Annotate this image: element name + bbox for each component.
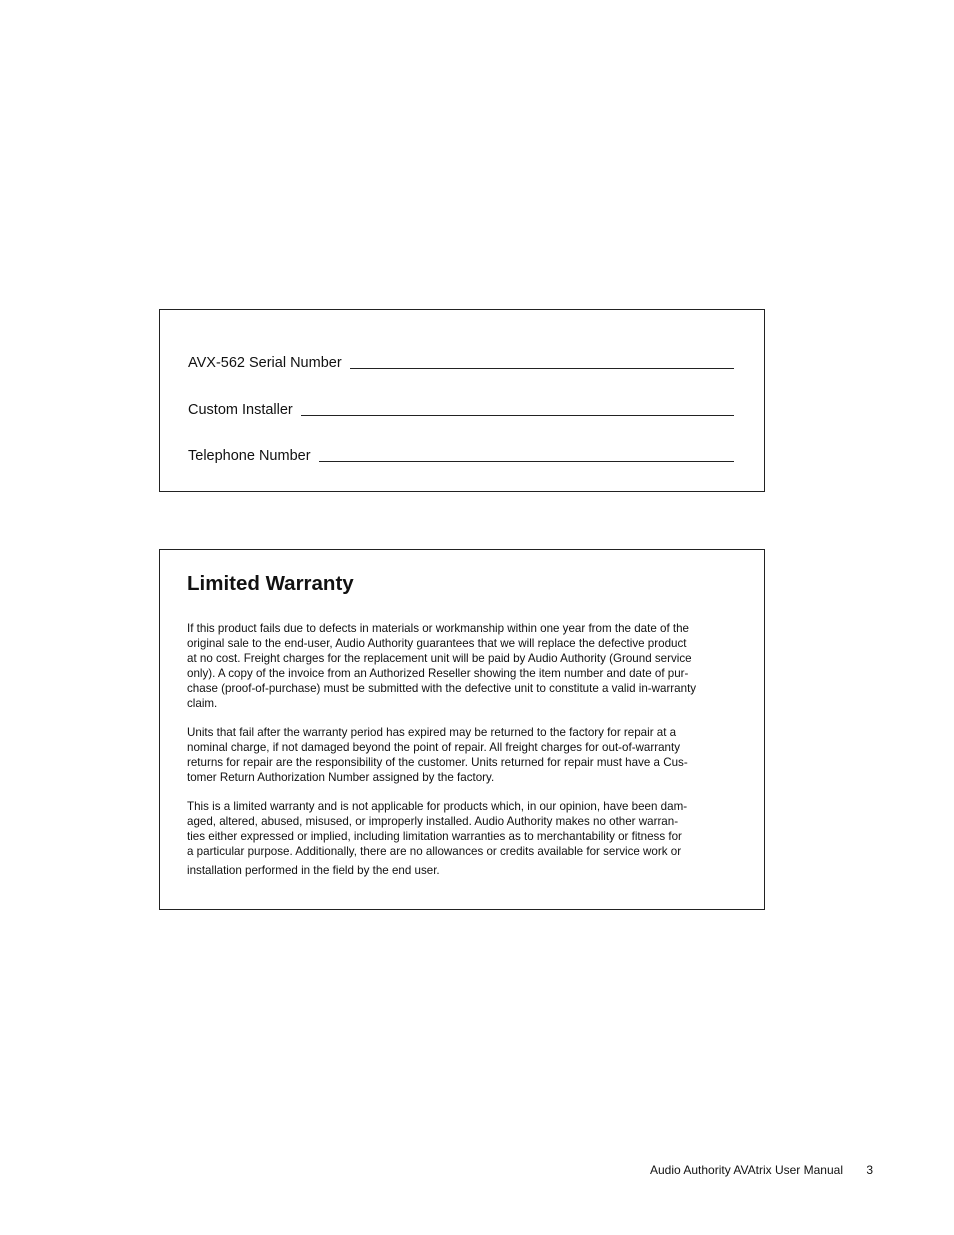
paragraph-line: claim. (187, 697, 218, 710)
telephone-number-blank-line (319, 461, 734, 462)
paragraph-line: nominal charge, if not damaged beyond the point of repair. All freight charges for out-of-warranty (187, 741, 681, 754)
serial-number-label: AVX-562 Serial Number (188, 355, 342, 371)
custom-installer-blank-line (301, 415, 734, 416)
manual-title: Audio Authority AVAtrix User Manual (650, 1163, 843, 1177)
custom-installer-label: Custom Installer (188, 402, 293, 418)
warranty-paragraph (187, 621, 739, 711)
warranty-paragraph (187, 799, 739, 878)
paragraph-line: returns for repair are the responsibility of the customer. Units returned for repair must have a Cus- (187, 756, 688, 769)
product-info-form (159, 309, 765, 492)
warranty-title: Limited Warranty (187, 572, 354, 595)
page-footer (650, 1163, 873, 1177)
paragraph-line: If this product fails due to defects in materials or workmanship within one year from the date of the (187, 622, 690, 635)
paragraph-line: aged, altered, abused, misused, or improperly installed. Audio Authority makes no other warran- (187, 815, 679, 828)
custom-installer-field (188, 402, 734, 418)
paragraph-line: installation performed in the field by the end user. (187, 864, 440, 877)
warranty-paragraph (187, 725, 739, 785)
paragraph-line: This is a limited warranty and is not applicable for products which, in our opinion, have been dam- (187, 800, 688, 813)
telephone-number-label: Telephone Number (188, 448, 311, 464)
paragraph-line: tomer Return Authorization Number assigned by the factory. (187, 771, 495, 784)
paragraph-line: at no cost. Freight charges for the replacement unit will be paid by Audio Authority (Ground service (187, 652, 692, 665)
serial-number-field (188, 355, 734, 371)
serial-number-blank-line (350, 368, 734, 369)
paragraph-line: only). A copy of the invoice from an Authorized Reseller showing the item number and date of pur- (187, 667, 689, 680)
paragraph-line: original sale to the end-user, Audio Authority guarantees that we will replace the defective product (187, 637, 687, 650)
paragraph-line: chase (proof-of-purchase) must be submitted with the defective unit to constitute a valid in-warranty (187, 682, 697, 695)
limited-warranty-box (159, 549, 765, 910)
paragraph-line: ties either expressed or implied, including limitation warranties as to merchantability or fitness for (187, 830, 682, 843)
page-number: 3 (866, 1163, 874, 1177)
telephone-number-field (188, 448, 734, 464)
paragraph-line: Units that fail after the warranty period has expired may be returned to the factory for repair at a (187, 726, 677, 739)
paragraph-line: a particular purpose. Additionally, there are no allowances or credits available for service work or (187, 845, 682, 858)
